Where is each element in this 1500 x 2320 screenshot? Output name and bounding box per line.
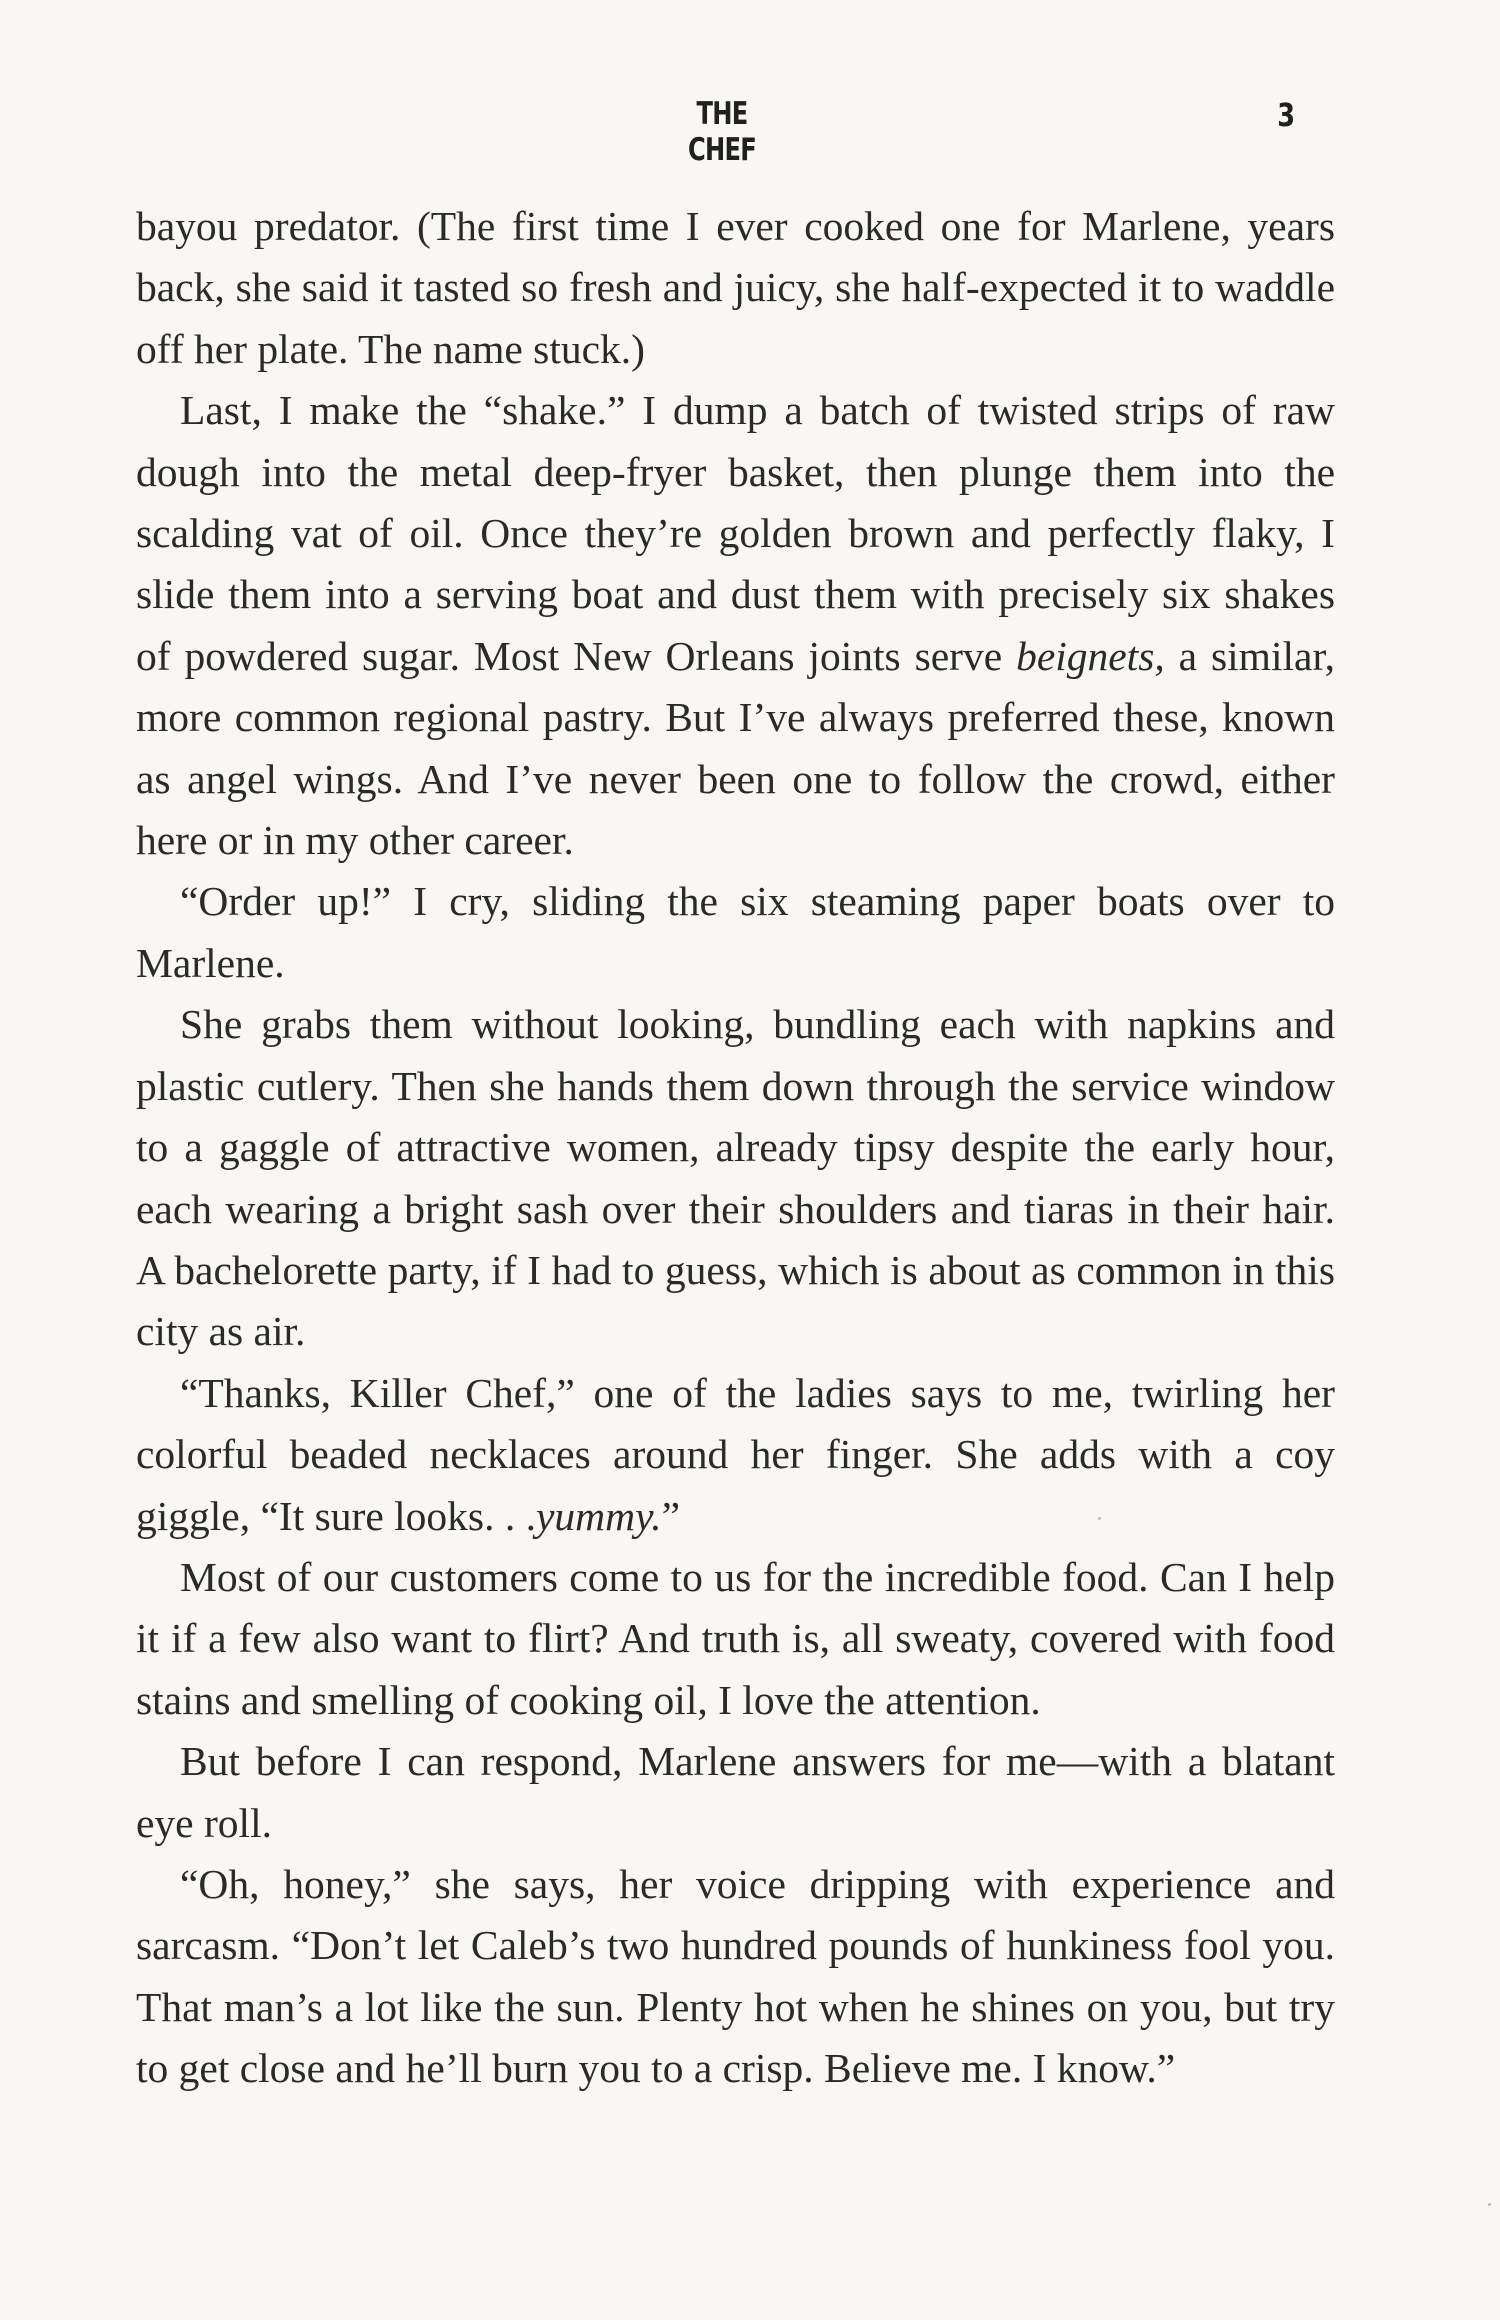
paragraph: Most of our customers come to us for the incredible food. Can I help it if a few also want to flirt? And truth is, all sweaty, covered with food stains and smelling of cooking oil, I love the attention. — [136, 1553, 1335, 1723]
body-text — [136, 196, 1335, 2100]
paragraph-text: a similar, more common regional pastry. But I’ve always preferred these, known as angel wings. And I’ve never been one to follow the crowd, either here or in my other career. — [136, 632, 1335, 864]
running-title: THE CHEF — [688, 96, 756, 168]
closing-quote: ” — [661, 1492, 680, 1539]
paragraph — [136, 1363, 1335, 1547]
paragraph-text: “Thanks, Killer Chef,” one of the ladies says to me, twirling her colorful beaded necklaces around her finger. She adds with a coy giggle, “It sure looks — [136, 1369, 1335, 1539]
paper-speck — [1098, 1517, 1101, 1520]
paragraph: “Order up!” I cry, sliding the six steaming paper boats over to Marlene. — [136, 878, 1335, 986]
paragraph: bayou predator. (The first time I ever cooked one for Marlene, years back, she said it tasted so fresh and juicy, she half-expected it to waddle off her plate. The name stuck.) — [136, 203, 1335, 372]
paragraph-text: Last, I make the “shake.” I dump a batch of twisted strips of raw dough into the metal deep-fryer basket, then plunge them into the scalding vat of oil. Once they’re golden brown and perfectly flaky, I slide them into a serving boat and dust them with precisely six shakes of powdered sugar. Most New Orleans joints serve — [136, 387, 1335, 679]
italic-word: yummy. — [535, 1492, 662, 1539]
running-header — [0, 96, 1500, 168]
paragraph — [136, 380, 1335, 871]
paragraph: But before I can respond, Marlene answers for me—with a blatant eye roll. — [136, 1738, 1335, 1846]
italic-word: beignets, — [1016, 632, 1165, 679]
page-number: 3 — [1277, 96, 1296, 134]
ellipsis: . . . — [484, 1492, 536, 1539]
paragraph: She grabs them without looking, bundling each with napkins and plastic cutlery. Then she hands them down through the service window to a gaggle of attractive women, already tipsy despite the early hour, each wearing a bright sash over their shoulders and tiaras in their hair. A bachelorette party, if I had to guess, which is about as common in this city as air. — [136, 1001, 1335, 1355]
paragraph: “Oh, honey,” she says, her voice dripping with experience and sarcasm. “Don’t let Caleb’s two hundred pounds of hunkiness fool you. That man’s a lot like the sun. Plenty hot when he shines on you, but try to get close and he’ll burn you to a crisp. Believe me. I know.” — [136, 1860, 1335, 2092]
paper-speck — [1488, 2203, 1491, 2206]
